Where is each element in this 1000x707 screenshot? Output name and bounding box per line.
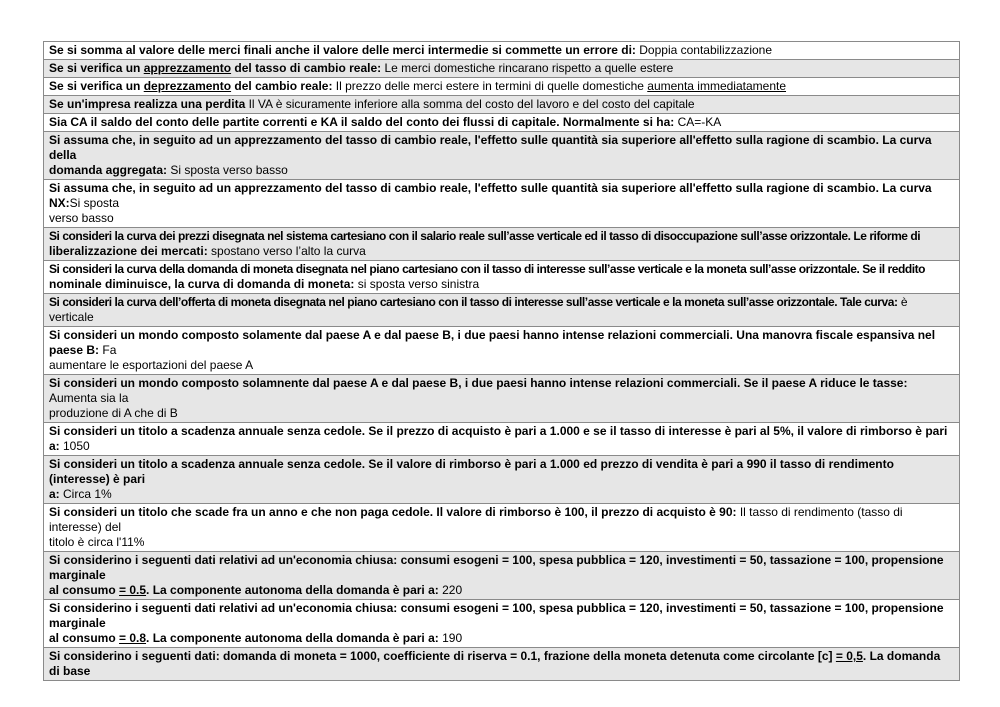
question-text: liberalizzazione dei mercati: bbox=[49, 244, 208, 258]
answer-text: Le merci domestiche rincarano rispetto a quelle estere bbox=[381, 61, 674, 75]
table-row bbox=[44, 78, 960, 96]
table-cell bbox=[44, 423, 960, 456]
question-underlined: = 0.5 bbox=[119, 583, 147, 597]
answer-text: CA=-KA bbox=[674, 115, 722, 129]
answer-text: spostano verso l’alto la curva bbox=[207, 244, 366, 258]
question-text: Si considerino i seguenti dati relativi ad un'economia chiusa: consumi esogeni = 100, spesa pubblica = 120, investimenti = 50, tassazione = 100, propensione marginale bbox=[49, 601, 944, 630]
table-cell bbox=[44, 228, 960, 261]
answer-text: produzione di A che di B bbox=[49, 406, 178, 420]
question-text: a: bbox=[49, 487, 60, 501]
question-text: Se si somma al valore delle merci finali anche il valore delle merci intermedie si commette un errore di: bbox=[49, 43, 640, 57]
table-cell bbox=[44, 96, 960, 114]
qa-table bbox=[43, 41, 960, 681]
table-cell bbox=[44, 114, 960, 132]
question-text: Si considerino i seguenti dati: domanda di moneta = 1000, coefficiente di riserva = 0.1, frazione della moneta detenuta come circolante [c] bbox=[49, 649, 836, 663]
table-cell bbox=[44, 375, 960, 423]
question-text: Si consideri un mondo composto solamnente dal paese A e dal paese B, i due paesi hanno intense relazioni commerciali. Se il paese A riduce le tasse: bbox=[49, 376, 908, 390]
question-text: . La domanda di base bbox=[49, 649, 941, 678]
table-row bbox=[44, 648, 960, 681]
table-row bbox=[44, 600, 960, 648]
table-row bbox=[44, 42, 960, 60]
table-row bbox=[44, 294, 960, 327]
question-text: . La componente autonoma della domanda è pari a: bbox=[146, 583, 439, 597]
question-text: Si consideri la curva dell’offerta di moneta disegnata nel piano cartesiano con il tasso di interesse sull’asse verticale e la moneta sull’asse orizzontale. Tale curva: bbox=[49, 295, 898, 309]
question-text: Se un'impresa realizza una perdita bbox=[49, 97, 246, 111]
table-cell bbox=[44, 60, 960, 78]
answer-text: Si sposta bbox=[69, 196, 120, 210]
table-cell bbox=[44, 600, 960, 648]
answer-text: Aumenta sia la bbox=[49, 391, 129, 405]
question-text: Si consideri un titolo che scade fra un anno e che non paga cedole. Il valore di rimborso è 100, il prezzo di acquisto è 90: bbox=[49, 505, 737, 519]
question-text: Si consideri un titolo a scadenza annuale senza cedole. Se il valore di rimborso è pari a 1.000 ed prezzo di vendita è pari a 990 il tasso di rendimento (interesse) è pari bbox=[49, 457, 894, 486]
table-cell bbox=[44, 552, 960, 600]
question-text: . La componente autonoma della domanda è pari a: bbox=[146, 631, 439, 645]
table-cell bbox=[44, 294, 960, 327]
answer-text: aumentare le esportazioni del paese A bbox=[49, 358, 254, 372]
table-row bbox=[44, 261, 960, 294]
question-underlined: deprezzamento bbox=[143, 79, 232, 93]
answer-text: Si sposta verso basso bbox=[167, 163, 288, 177]
question-underlined: = 0,5 bbox=[835, 649, 863, 663]
answer-text: Il VA è sicuramente inferiore alla somma del costo del lavoro e del costo del capitale bbox=[245, 97, 695, 111]
table-row bbox=[44, 327, 960, 375]
answer-underlined: aumenta immediatamente bbox=[647, 79, 787, 93]
document-page bbox=[43, 41, 960, 681]
question-text: del cambio reale: bbox=[231, 79, 333, 93]
table-cell bbox=[44, 456, 960, 504]
question-text: nominale diminuisce, la curva di domanda di moneta: bbox=[49, 277, 355, 291]
question-text: Se si verifica un bbox=[49, 61, 144, 75]
question-text: del tasso di cambio reale: bbox=[231, 61, 382, 75]
question-text: Si assuma che, in seguito ad un apprezzamento del tasso di cambio reale, l'effetto sulle quantità sia superiore all'effetto sulla ragione di scambio. La curva NX: bbox=[49, 181, 932, 210]
table-cell bbox=[44, 78, 960, 96]
question-text: Si consideri un mondo composto solamente dal paese A e dal paese B, i due paesi hanno intense relazioni commerciali. Una manovra fiscale espansiva nel paese B: bbox=[49, 328, 936, 357]
answer-text: si sposta verso sinistra bbox=[354, 277, 480, 291]
answer-text: 1050 bbox=[59, 439, 90, 453]
question-text: Si considerino i seguenti dati relativi ad un'economia chiusa: consumi esogeni = 100, spesa pubblica = 120, investimenti = 50, tassazione = 100, propensione marginale bbox=[49, 553, 944, 582]
answer-text: 220 bbox=[438, 583, 463, 597]
question-text: Si consideri la curva dei prezzi disegnata nel sistema cartesiano con il salario reale sull’asse verticale ed il tasso di disoccupazione sull’asse orizzontale. Le riforme di bbox=[49, 229, 921, 243]
answer-text: Il prezzo delle merci estere in termini di quelle domestiche bbox=[332, 79, 648, 93]
table-cell bbox=[44, 261, 960, 294]
table-cell bbox=[44, 42, 960, 60]
table-cell bbox=[44, 648, 960, 681]
answer-text: Circa 1% bbox=[59, 487, 112, 501]
answer-text: Fa bbox=[99, 343, 117, 357]
question-text: Si consideri la curva della domanda di moneta disegnata nel piano cartesiano con il tasso di interesse sull’asse verticale e la moneta sull’asse orizzontale. Se il reddito bbox=[49, 262, 926, 276]
table-cell bbox=[44, 132, 960, 180]
question-text: Si assuma che, in seguito ad un apprezzamento del tasso di cambio reale, l'effetto sulle quantità sia superiore all'effetto sulla ragione di scambio. La curva della bbox=[49, 133, 932, 162]
table-row bbox=[44, 456, 960, 504]
answer-text: Doppia contabilizzazione bbox=[639, 43, 772, 57]
table-cell bbox=[44, 504, 960, 552]
table-row bbox=[44, 60, 960, 78]
answer-text: è verticale bbox=[49, 295, 908, 324]
table-row bbox=[44, 228, 960, 261]
question-text: Se si verifica un bbox=[49, 79, 144, 93]
table-row bbox=[44, 114, 960, 132]
table-row bbox=[44, 552, 960, 600]
question-underlined: = 0.8 bbox=[119, 631, 147, 645]
table-row bbox=[44, 423, 960, 456]
table-row bbox=[44, 375, 960, 423]
table-cell bbox=[44, 180, 960, 228]
table-row bbox=[44, 504, 960, 552]
answer-text: 190 bbox=[438, 631, 463, 645]
question-text: domanda aggregata: bbox=[49, 163, 168, 177]
question-text: al consumo bbox=[49, 583, 120, 597]
table-cell bbox=[44, 327, 960, 375]
question-underlined: apprezzamento bbox=[143, 61, 232, 75]
answer-text: verso basso bbox=[49, 211, 114, 225]
table-row bbox=[44, 96, 960, 114]
question-text: Si consideri un titolo a scadenza annuale senza cedole. Se il prezzo di acquisto è pari a 1.000 e se il tasso di interesse è pari al 5%, il valore di rimborso è pari a: bbox=[49, 424, 948, 453]
answer-text: Il tasso di rendimento (tasso di interesse) del bbox=[49, 505, 903, 534]
question-text: al consumo bbox=[49, 631, 120, 645]
table-row bbox=[44, 180, 960, 228]
table-row bbox=[44, 132, 960, 180]
question-text: Sia CA il saldo del conto delle partite correnti e KA il saldo del conto dei flussi di capitale. Normalmente si ha: bbox=[49, 115, 675, 129]
answer-text: titolo è circa l'11% bbox=[49, 535, 145, 549]
